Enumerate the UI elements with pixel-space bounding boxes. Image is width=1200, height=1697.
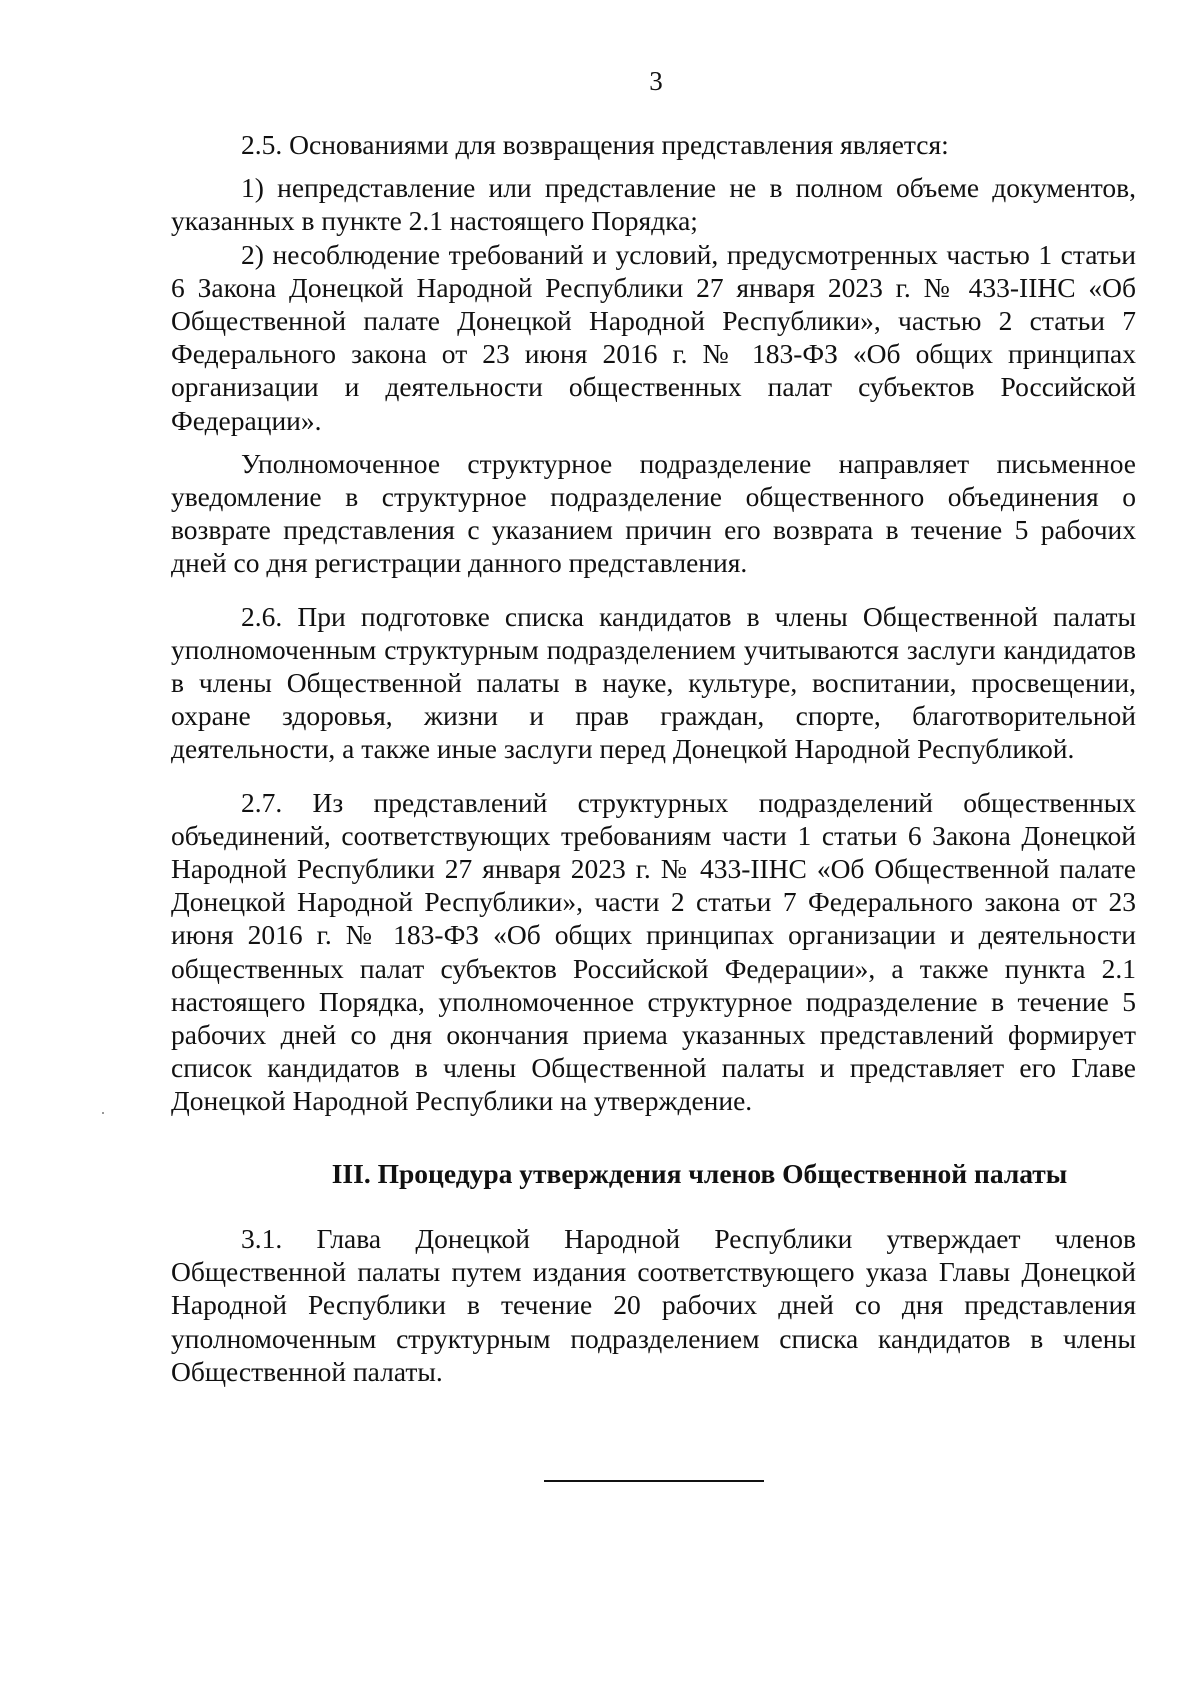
paragraph-2-5-item-1: 1) непредставление или представление не в полном объеме документов, указанных в пункте 2.1 настоящего Порядка;: [171, 172, 1136, 237]
section-heading: III. Процедура утверждения членов Общественной палаты: [331, 1157, 1068, 1189]
paragraph-3-1: 3.1. Глава Донецкой Народной Республики утверждает членов Общественной палаты путем издания соответствующего указа Главы Донецкой Народной Республики в течение 20 рабочих дней со дня представления уполномоченным структурным подразделением списка кандидатов в члены Общественной палаты.: [171, 1222, 1136, 1387]
end-of-text-line: [544, 1480, 764, 1482]
paragraph-2-5: 2.5. Основаниями для возвращения представления является:: [241, 129, 949, 160]
paragraph-notification: Уполномоченное структурное подразделение направляет письменное уведомление в структурное подразделение общественного объединения о возврате представления с указанием причин его возврата в течение 5 рабочих дней со дня регистрации данного представления.: [171, 447, 1136, 579]
document-body: [171, 128, 1136, 1388]
paragraph-2-5-item-2: 2) несоблюдение требований и условий, предусмотренных частью 1 статьи 6 Закона Донецкой Народной Республики 27 января 2023 г. № 433-IIНС «Об Общественной палате Донецкой Народной Республики», частью 2 статьи 7 Федерального закона от 23 июня 2016 г. № 183-ФЗ «Об общих принципах организации и деятельности общественных палат субъектов Российской Федерации».: [171, 238, 1136, 436]
paragraph-2-6: 2.6. При подготовке списка кандидатов в члены Общественной палаты уполномоченным структурным подразделением учитываются заслуги кандидатов в члены Общественной палаты в науке, культуре, воспитании, просвещении, охране здоровья, жизни и прав граждан, спорте, благотворительной деятельности, а также иные заслуги перед Донецкой Народной Республикой.: [171, 600, 1136, 765]
paragraph-2-7: 2.7. Из представлений структурных подразделений общественных объединений, соответствующих требованиям части 1 статьи 6 Закона Донецкой Народной Республики 27 января 2023 г. № 433-IIНС «Об Общественной палате Донецкой Народной Республики», части 2 статьи 7 Федерального закона от 23 июня 2016 г. № 183-ФЗ «Об общих принципах организации и деятельности общественных палат субъектов Российской Федерации», а также пункта 2.1 настоящего Порядка, уполномоченное структурное подразделение в течение 5 рабочих дней со дня окончания приема указанных представлений формирует список кандидатов в члены Общественной палаты и представляет его Главе Донецкой Народной Республики на утверждение.: [171, 786, 1136, 1117]
page-number: 3: [649, 66, 663, 96]
scan-speck: [102, 1112, 104, 1114]
